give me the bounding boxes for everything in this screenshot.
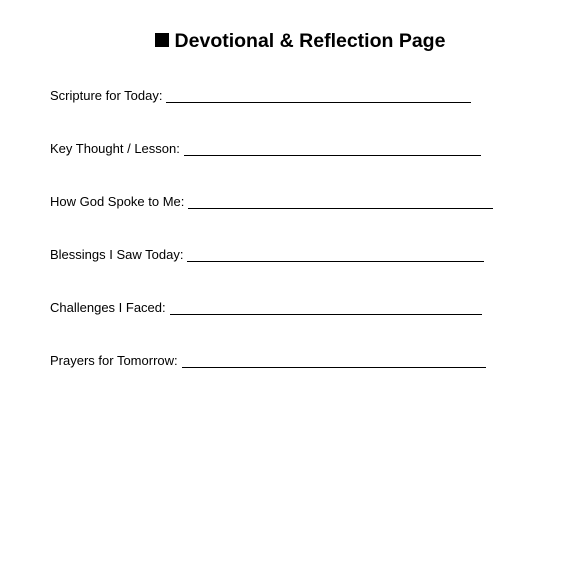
fill-in-line[interactable] — [170, 314, 482, 315]
page-title-text: Devotional & Reflection Page — [174, 30, 446, 52]
fill-in-line[interactable] — [184, 155, 481, 156]
fill-in-line[interactable] — [166, 102, 471, 103]
field-label: Prayers for Tomorrow: — [50, 353, 178, 368]
square-bullet-icon — [155, 33, 169, 47]
fill-in-line[interactable] — [182, 367, 486, 368]
field-label: Key Thought / Lesson: — [50, 141, 180, 156]
field-blessings-i-saw-today — [50, 246, 484, 263]
page-title — [0, 28, 588, 54]
field-prayers-for-tomorrow — [50, 352, 486, 369]
field-label: Challenges I Faced: — [50, 300, 166, 315]
field-label: Blessings I Saw Today: — [50, 247, 184, 262]
fill-in-line[interactable] — [188, 208, 493, 209]
fill-in-line[interactable] — [187, 261, 484, 262]
field-key-thought-lesson — [50, 140, 481, 157]
field-label: Scripture for Today: — [50, 88, 163, 103]
field-label: How God Spoke to Me: — [50, 194, 185, 209]
field-scripture-for-today — [50, 87, 471, 104]
field-challenges-i-faced — [50, 299, 482, 316]
field-how-god-spoke-to-me — [50, 193, 493, 210]
